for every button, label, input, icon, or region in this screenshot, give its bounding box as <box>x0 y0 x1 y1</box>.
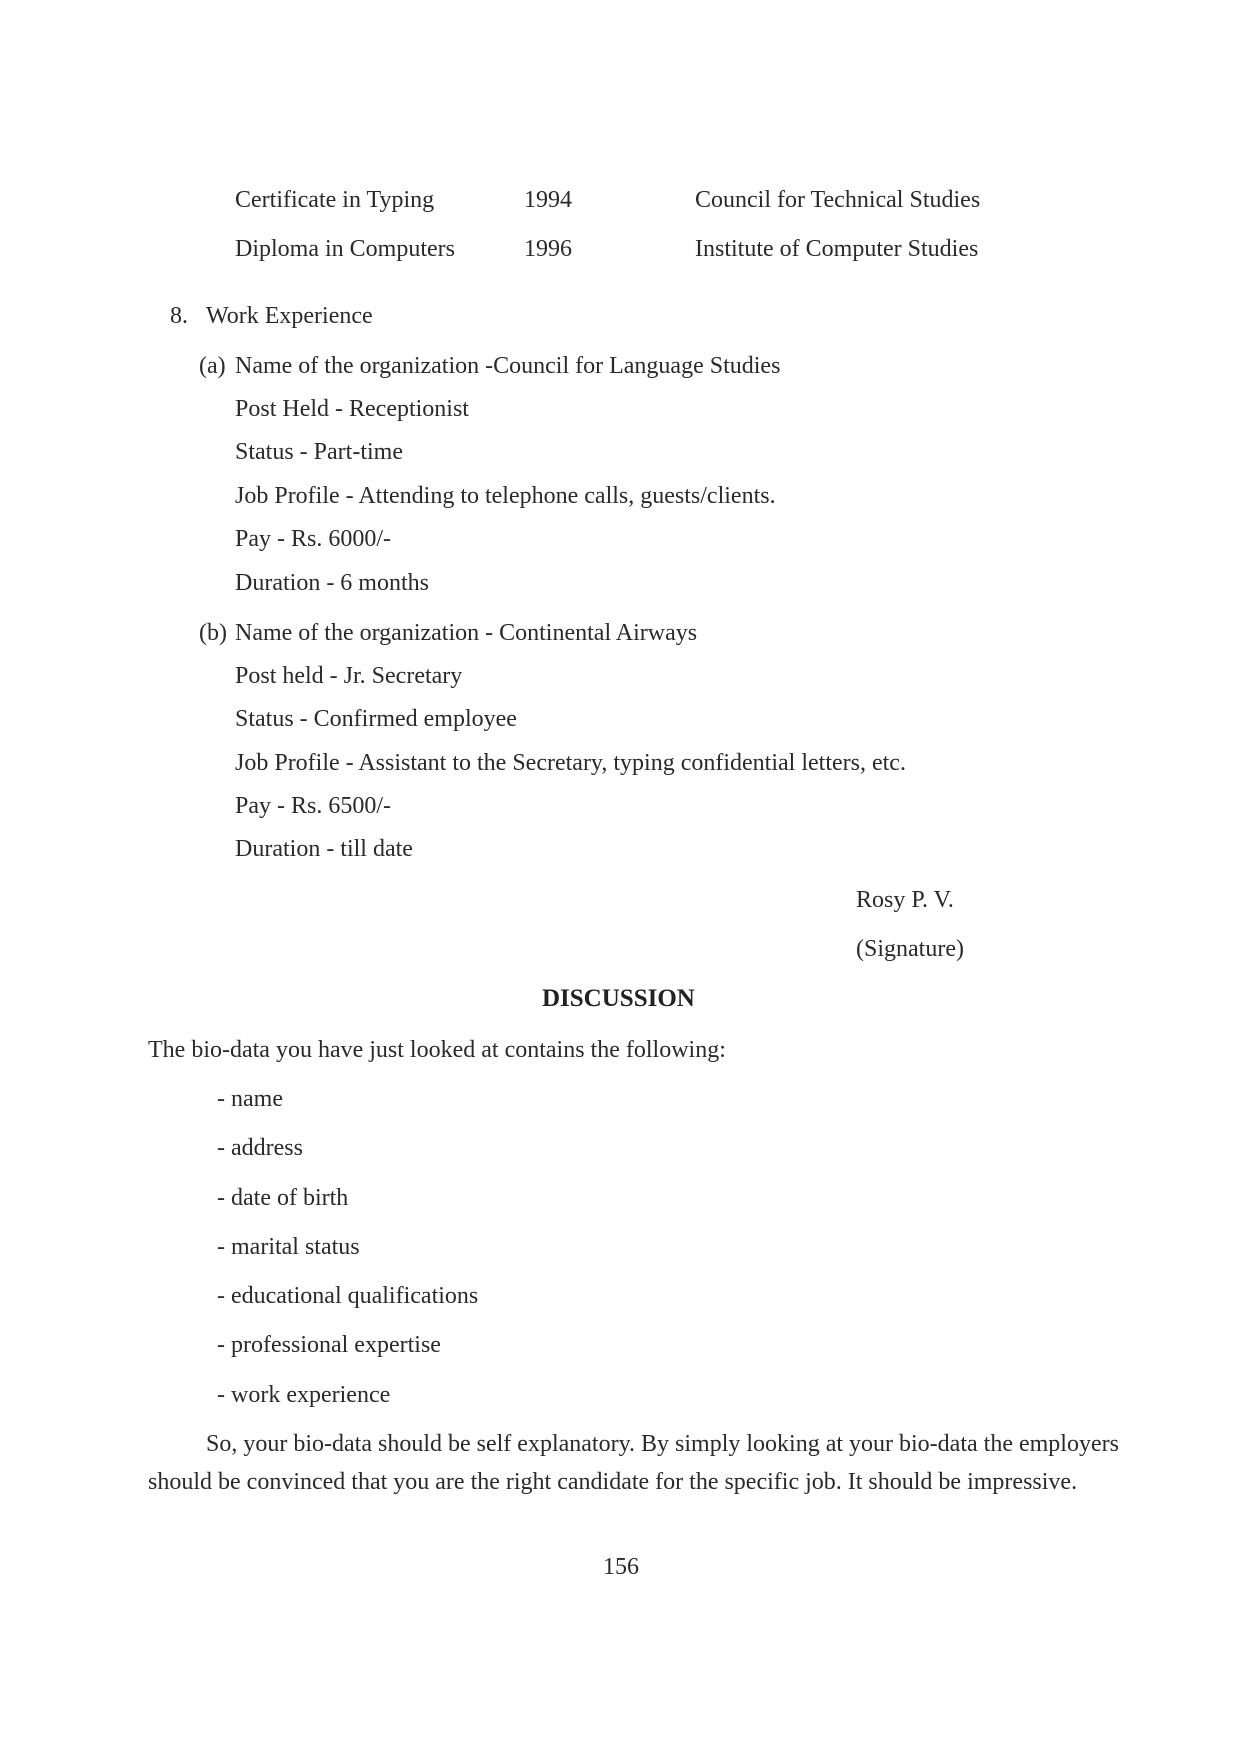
entry-post: Post Held - Receptionist <box>235 396 469 422</box>
entry-duration: Duration - 6 months <box>235 570 429 596</box>
entry-profile: Job Profile - Attending to telephone calls, guests/clients. <box>235 483 776 509</box>
paragraph-line: So, your bio-data should be self explanatory. By simply looking at your bio-data the employers <box>206 1431 1119 1457</box>
list-item: - address <box>217 1135 303 1161</box>
list-item: - date of birth <box>217 1185 349 1211</box>
qualification-course: Diploma in Computers <box>235 236 455 262</box>
entry-post: Post held - Jr. Secretary <box>235 663 463 689</box>
entry-status: Status - Part-time <box>235 439 403 465</box>
entry-marker: (b) <box>199 620 227 646</box>
signature-label: (Signature) <box>856 936 964 962</box>
entry-marker: (a) <box>199 353 226 379</box>
discussion-intro: The bio-data you have just looked at contains the following: <box>148 1037 726 1063</box>
page-number: 156 <box>603 1554 639 1580</box>
entry-status: Status - Confirmed employee <box>235 706 517 732</box>
list-item: - educational qualifications <box>217 1283 479 1309</box>
signature-name: Rosy P. V. <box>856 887 954 913</box>
discussion-title: DISCUSSION <box>542 985 695 1012</box>
list-item: - name <box>217 1086 283 1112</box>
entry-profile: Job Profile - Assistant to the Secretary, typing confidential letters, etc. <box>235 750 906 776</box>
qualification-institution: Institute of Computer Studies <box>695 236 979 262</box>
entry-organization: Name of the organization - Continental Airways <box>235 620 698 646</box>
list-item: - marital status <box>217 1234 360 1260</box>
list-item: - work experience <box>217 1382 391 1408</box>
entry-pay: Pay - Rs. 6500/- <box>235 793 391 819</box>
section-number: 8. <box>170 303 188 329</box>
entry-organization: Name of the organization -Council for Language Studies <box>235 353 781 379</box>
qualification-year: 1996 <box>524 236 572 262</box>
entry-duration: Duration - till date <box>235 836 413 862</box>
list-item: - professional expertise <box>217 1332 441 1358</box>
entry-pay: Pay - Rs. 6000/- <box>235 526 391 552</box>
qualification-course: Certificate in Typing <box>235 187 435 213</box>
section-title: Work Experience <box>206 303 373 329</box>
qualification-institution: Council for Technical Studies <box>695 187 981 213</box>
paragraph-line: should be convinced that you are the right candidate for the specific job. It should be impressive. <box>148 1469 1078 1495</box>
qualification-year: 1994 <box>524 187 572 213</box>
